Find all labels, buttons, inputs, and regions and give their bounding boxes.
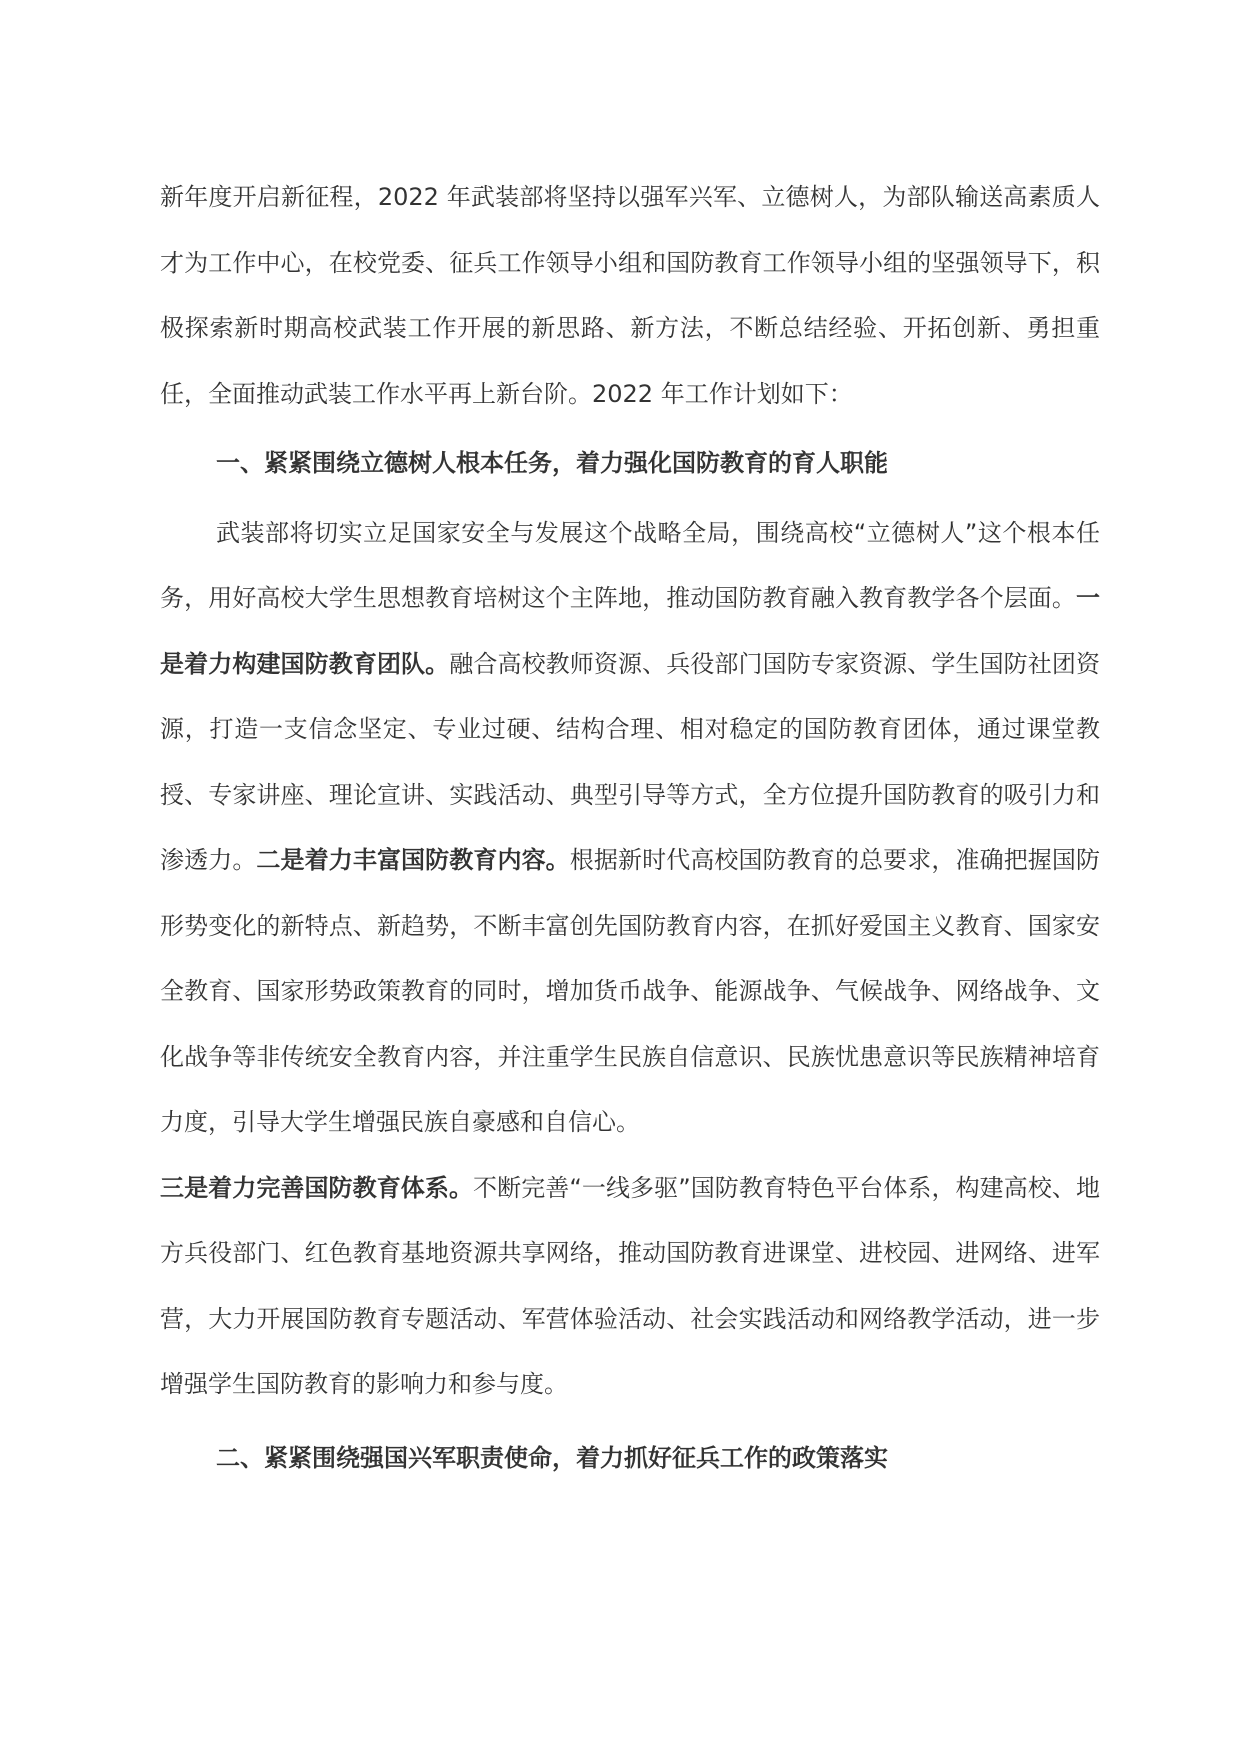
section-1-heading: 一、紧紧围绕立德树人根本任务，着力强化国防教育的育人职能 xyxy=(216,449,888,477)
section-1-lead: 武装部将切实立足国家安全与发展这个战略全局，围绕高校“立德树人”这个根本任务，用好高校大学生思想教育培树这个主阵地，推动国防教育融入教育教学各个层面。 xyxy=(160,518,1100,612)
point-2-text: 根据新时代高校国防教育的总要求，准确把握国防形势变化的新特点、新趋势，不断丰富创先国防教育内容，在抓好爱国主义教育、国家安全教育、国家形势政策教育的同时，增加货币战争、能源战争、气候战争、网络战争、文化战争等非传统安全教育内容，并注重学生民族自信意识、民族忧患意识等民族精神培育力度，引导大学生增强民族自豪感和自信心。 xyxy=(160,846,1101,1136)
point-3-text: 不断完善“一线多驱”国防教育特色平台体系，构建高校、地方兵役部门、红色教育基地资源共享网络，推动国防教育进课堂、进校园、进网络、进军营，大力开展国防教育专题活动、军营体验活动、社会实践活动和网络教学活动，进一步增强学生国防教育的影响力和参与度。 xyxy=(160,1173,1100,1398)
section-1-paragraph-continued xyxy=(160,1156,1100,1418)
point-2-title: 二是着力丰富国防教育内容。 xyxy=(256,846,570,874)
section-2-heading: 二、紧紧围绕强国兴军职责使命，着力抓好征兵工作的政策落实 xyxy=(216,1443,888,1472)
point-1-text: 融合高校教师资源、兵役部门国防专家资源、学生国防社团资源，打造一支信念坚定、专业过硬、结构合理、相对稳定的国防教育团体，通过课堂教授、专家讲座、理论宣讲、实践活动、典型引导等方式，全方位提升国防教育的吸引力和渗透力。 xyxy=(160,649,1101,874)
point-3-title: 三是着力完善国防教育体系。 xyxy=(160,1173,474,1202)
point-1-title: 一是着力构建国防教育团队。 xyxy=(160,584,1100,678)
section-1-paragraph xyxy=(160,501,1100,1156)
intro-paragraph: 新年度开启新征程，2022 年武装部将坚持以强军兴军、立德树人，为部队输送高素质人才为工作中心，在校党委、征兵工作领导小组和国防教育工作领导小组的坚强领导下，积极探索新时期高校武装工作开展的新思路、新方法，不断总结经验、开拓创新、勇担重任，全面推动武装工作水平再上新台阶。2022 年工作计划如下： xyxy=(160,183,1100,408)
document-body xyxy=(160,165,1100,1491)
